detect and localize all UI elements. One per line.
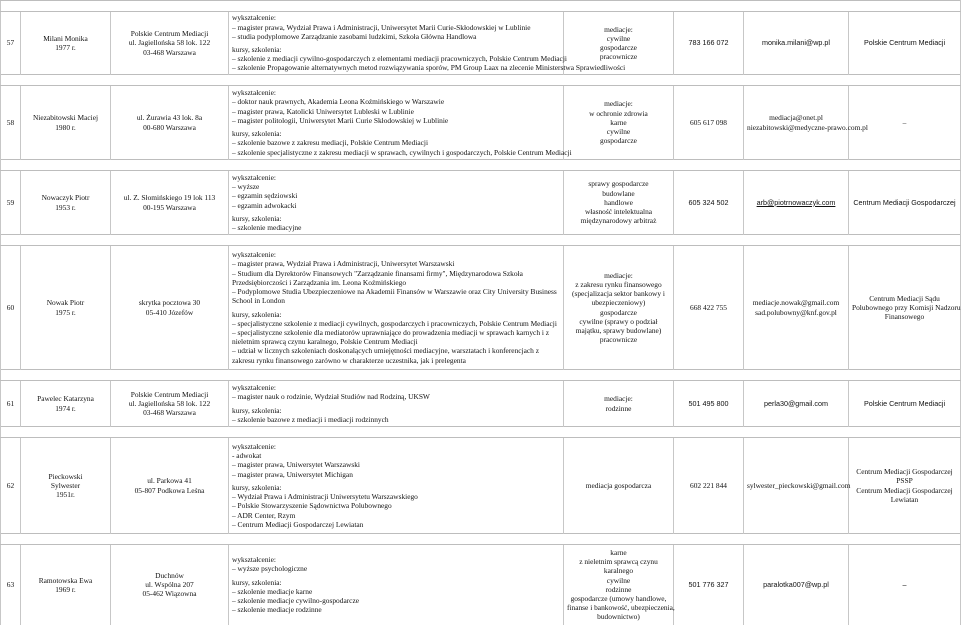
- courses-heading: kursy, szkolenia:: [232, 577, 282, 587]
- name-line: Nowaczyk Piotr: [41, 193, 90, 203]
- spec-line: w ochronie zdrowia: [589, 108, 648, 118]
- address-line: 03-468 Warszawa: [143, 408, 196, 418]
- email-cell: [744, 246, 849, 370]
- specializations: [564, 438, 674, 534]
- education-line: – magister prawa, Katolicki Uniwersytet Lubleski w Lublinie: [232, 106, 414, 116]
- email-link[interactable]: perla30@gmail.com: [763, 398, 829, 408]
- birth-year: 1975 r.: [55, 307, 76, 317]
- phone-number: 602 221 844: [674, 438, 744, 534]
- courses-heading: kursy, szkolenia:: [232, 309, 282, 319]
- email-link[interactable]: monika.milani@wp.pl: [761, 38, 830, 48]
- email-cell: [744, 171, 849, 235]
- spec-line: gospodarcze: [600, 43, 637, 52]
- mediator-name: [21, 171, 111, 235]
- row-number: 58: [1, 86, 21, 160]
- spec-line: sprawy gospodarcze: [588, 179, 649, 189]
- name-line: Pieckowski: [48, 471, 83, 481]
- address-line: 00-195 Warszawa: [143, 202, 196, 212]
- spec-line: międzynarodowy arbitraż: [580, 216, 657, 226]
- spec-line: z nieletnim sprawcą czynu: [579, 557, 658, 567]
- qualifications: [229, 381, 564, 427]
- name-line: Nowak Piotr: [46, 298, 85, 308]
- birth-year: 1977 r.: [55, 43, 76, 52]
- education-line: - adwokat: [232, 451, 262, 461]
- mediator-name: [21, 246, 111, 370]
- mediator-name: [21, 438, 111, 534]
- education-line: – doktor nauk prawnych, Akademia Leona Koźmińskiego w Warszawie: [232, 97, 445, 107]
- name-line: Ramotowska Ewa: [38, 575, 93, 585]
- course-line: – szkolenie mediacyjne: [232, 222, 302, 232]
- birth-year: 1969 r.: [55, 584, 76, 594]
- name-line: Niezabitowski Maciej: [32, 113, 99, 123]
- org-line: Finansowego: [884, 312, 925, 322]
- mediator-name: [21, 86, 111, 160]
- spec-line: pracownicze: [599, 335, 638, 345]
- row-separator: [1, 534, 961, 545]
- birth-year: 1951r.: [56, 490, 75, 500]
- birth-year: 1953 r.: [55, 202, 76, 212]
- spec-line: handlowe: [604, 197, 633, 207]
- address-line: 05-410 Józefów: [145, 307, 194, 317]
- spec-line: mediacje:: [604, 24, 633, 34]
- address-line: Polskie Centrum Mediacji: [130, 389, 209, 399]
- address-line: ul. Jagiellońska 58 lok. 122: [128, 398, 211, 408]
- spec-line: gospodarcze: [600, 307, 637, 317]
- org-line: PSSP: [896, 476, 913, 486]
- spec-line: rodzinne: [605, 403, 632, 413]
- spec-line: cywilne: [606, 575, 631, 585]
- spec-line: karne: [610, 547, 627, 557]
- phone-number: 501 776 327: [674, 545, 744, 625]
- email-link[interactable]: mediacja@onet.pl: [769, 113, 823, 123]
- qualifications: [229, 171, 564, 235]
- row-separator: [1, 75, 961, 86]
- table-row: [1, 438, 961, 534]
- phone-number: 668 422 755: [674, 246, 744, 370]
- row-separator: [1, 160, 961, 171]
- name-line: Pawelec Katarzyna: [37, 394, 94, 404]
- courses-heading: kursy, szkolenia:: [232, 129, 282, 139]
- education-heading: wykształcenie:: [232, 383, 276, 393]
- qualifications: [229, 438, 564, 534]
- spec-line: budownictwo): [597, 612, 640, 622]
- spec-line: karne: [610, 117, 627, 127]
- course-line: – szkolenie bazowe z mediacji i mediacji rodzinnych: [232, 414, 389, 424]
- org-line: Centrum Mediacji Gospodarczej: [856, 485, 953, 495]
- email-cell: [744, 545, 849, 625]
- org-line: Centrum Mediacji Gospodarczej: [856, 467, 953, 477]
- org-line: –: [902, 117, 907, 127]
- education-line: – wyższe psychologiczne: [232, 564, 308, 574]
- mediator-address: [111, 381, 229, 427]
- table-row: [1, 381, 961, 427]
- specializations: [564, 86, 674, 160]
- spec-line: cywilne (sprawy o podział majątku, sprawy budowlane): [575, 316, 662, 335]
- education-line: – magister prawa, Wydział Prawa i Administracji, Uniwersytet Warszawski: [232, 259, 455, 269]
- spec-line: (specjalizacja sektor bankowy i ubezpieczeniowy): [572, 289, 665, 308]
- education-line: – Podyplomowe Studia Ubezpieczeniowe na Akademii Finansów w Warszawie oraz City University Business School in London: [232, 287, 557, 306]
- org-line: Centrum Mediacji Gospodarczej: [853, 197, 956, 207]
- org-line: Lewiatan: [890, 494, 919, 504]
- row-number: 59: [1, 171, 21, 235]
- specializations: [564, 246, 674, 370]
- table-row: [1, 246, 961, 370]
- row-separator: [1, 427, 961, 438]
- birth-year: 1980 r.: [55, 122, 76, 132]
- mediator-address: [111, 545, 229, 625]
- spec-line: z zakresu rynku finansowego: [575, 279, 662, 289]
- row-number: 62: [1, 438, 21, 534]
- education-line: – magister politologii, Uniwersytet Marii Curie Skłodowskiej w Lublinie: [232, 115, 449, 125]
- organization: [849, 381, 961, 427]
- address-line: 03-468 Warszawa: [143, 47, 196, 57]
- spec-line: cywilne: [606, 127, 631, 137]
- table-row: [1, 12, 961, 75]
- course-line: – ADR Center, Rzym: [232, 510, 296, 520]
- mediator-name: [21, 12, 111, 75]
- address-line: Polskie Centrum Mediacji: [130, 29, 209, 39]
- spec-line: pracownicze: [599, 52, 638, 62]
- course-line: – udział w licznych szkoleniach doskonalących umiejętności mediacyjne, warsztatach i konferencjach z zakresu rynku finansowego zarówno w charakterze uczestnika, jak i prelegenta: [232, 346, 539, 365]
- address-line: ul. Z. Słomińskiego 19 lok 113: [123, 193, 216, 203]
- course-line: – Wydział Prawa i Administracji Uniwersytetu Warszawskiego: [232, 492, 418, 502]
- course-line: – szkolenie specjalistyczne z zakresu mediacji w sprawach, cywilnych i gospodarczych, Polskie Centrum Mediacji: [232, 147, 572, 157]
- education-line: – egzamin adwokacki: [232, 200, 297, 210]
- course-line: – Centrum Mediacji Gospodarczej Lewiatan: [232, 519, 364, 529]
- organization: [849, 438, 961, 534]
- education-line: – magister prawa, Uniwersytet Warszawski: [232, 460, 360, 470]
- qualifications: [229, 86, 572, 160]
- spec-line: własność intelektualna: [584, 207, 653, 217]
- address-line: ul. Wspólna 207: [145, 580, 194, 590]
- course-line: – szkolenie bazowe z zakresu mediacji, Polskie Centrum Mediacji: [232, 138, 428, 148]
- row-number: 60: [1, 246, 21, 370]
- course-line: – specjalistyczne szkolenie z mediacji cywilnych, gospodarczych i pracowniczych, Polskie Centrum Mediacji: [232, 318, 557, 328]
- email-link[interactable]: paralotka007@wp.pl: [763, 580, 829, 590]
- spec-line: mediacja gospodarcza: [585, 480, 652, 490]
- course-line: – szkolenie Propagowanie alternatywnych metod rozwiązywania sporów, PM Group Laax na zlecenie Ministerstwa Sprawiedliwości: [232, 63, 626, 73]
- spec-line: budowlane: [602, 188, 635, 198]
- education-heading: wykształcenie:: [232, 13, 276, 23]
- spec-line: gospodarcze (umowy handlowe,: [570, 593, 667, 603]
- education-line: – magister prawa, Wydział Prawa i Administracji, Uniwersytet Marii Curie-Skłodowskiej w Lublinie: [232, 22, 531, 32]
- org-line: Polskie Centrum Mediacji: [863, 398, 946, 408]
- education-line: – Studium dla Dyrektorów Finansowych "Zarządzanie finansami firmy", Międzynarodowa Szkoła Przedsiębiorczości i Zarządzania im. Leona Koźmińskiego: [232, 268, 523, 287]
- organization: [849, 246, 961, 370]
- phone-number: 501 495 800: [674, 381, 744, 427]
- mediator-address: [111, 86, 229, 160]
- spec-line: mediacje:: [604, 99, 633, 109]
- education-heading: wykształcenie:: [232, 172, 276, 182]
- organization: [849, 12, 961, 75]
- education-line: – egzamin sędziowski: [232, 191, 298, 201]
- org-line: Polskie Centrum Mediacji: [863, 38, 946, 48]
- address-line: ul. Parkowa 41: [147, 476, 192, 486]
- email-link[interactable]: niezabitowski@medyczne-prawo.com.pl: [747, 122, 868, 132]
- email-link[interactable]: mediacje.nowak@gmail.com: [752, 298, 840, 308]
- org-line: Centrum Mediacji Sądu: [869, 293, 940, 303]
- email-link[interactable]: sad.polubowny@knf.gov.pl: [755, 307, 837, 317]
- email-cell: [744, 438, 849, 534]
- row-number: 61: [1, 381, 21, 427]
- course-line: – szkolenie mediacje cywilno-gospodarcze: [232, 595, 360, 605]
- course-line: – szkolenie z mediacji cywilno-gospodarczych z elementami mediacji pracowniczych, Polskie Centrum Mediacji: [232, 54, 567, 64]
- name-line: Sylwester: [50, 480, 81, 490]
- name-line: Milani Monika: [43, 33, 88, 43]
- address-line: skrytka pocztowa 30: [138, 298, 201, 308]
- phone-number: 783 166 072: [674, 12, 744, 75]
- education-heading: wykształcenie:: [232, 555, 276, 565]
- table-row: [1, 545, 961, 625]
- birth-year: 1974 r.: [55, 403, 76, 413]
- courses-heading: kursy, szkolenia:: [232, 45, 282, 54]
- email-link[interactable]: sylwester_pieckowski@gmail.com: [747, 480, 851, 490]
- spec-line: mediacje:: [604, 394, 633, 404]
- education-line: – wyższe: [232, 182, 260, 192]
- specializations: [564, 545, 674, 625]
- mediator-name: [21, 381, 111, 427]
- row-separator: [1, 370, 961, 381]
- address-line: ul. Jagiellońska 58 lok. 122: [128, 38, 211, 48]
- email-link[interactable]: arb@piotrnowaczyk.com: [756, 197, 836, 207]
- mediator-address: [111, 171, 229, 235]
- courses-heading: kursy, szkolenia:: [232, 213, 282, 223]
- address-line: 05-462 Wiązowna: [142, 589, 197, 599]
- spec-line: rodzinne: [605, 584, 632, 594]
- organization: [849, 171, 961, 235]
- course-line: – szkolenie mediacje karne: [232, 586, 313, 596]
- table-row: [1, 86, 961, 160]
- address-line: 05-807 Podkowa Leśna: [134, 485, 205, 495]
- org-line: Polubownego przy Komisji Nadzoru: [852, 302, 961, 312]
- education-line: – magister nauk o rodzinie, Wydział Studiów nad Rodziną, UKSW: [232, 392, 430, 402]
- qualifications: [229, 545, 564, 625]
- qualifications: [229, 246, 564, 370]
- courses-heading: kursy, szkolenia:: [232, 405, 282, 415]
- row-separator: [1, 1, 961, 12]
- phone-number: 605 324 502: [674, 171, 744, 235]
- education-line: – studia podyplomowe Zarządzanie zasobami ludzkimi, Szkoła Główna Handlowa: [232, 31, 477, 41]
- spec-line: finanse i bankowość, ubezpieczenia,: [567, 603, 675, 613]
- course-line: – Polskie Stowarzyszenie Sądownictwa Polubownego: [232, 501, 392, 511]
- table-row: [1, 171, 961, 235]
- specializations: [564, 171, 674, 235]
- organization: [849, 545, 961, 625]
- email-cell: [744, 381, 849, 427]
- row-number: 63: [1, 545, 21, 625]
- phone-number: 605 617 098: [674, 86, 744, 160]
- row-separator: [1, 235, 961, 246]
- education-line: – magister prawa, Uniwersytet Michigan: [232, 469, 353, 479]
- mediator-address: [111, 246, 229, 370]
- education-heading: wykształcenie:: [232, 442, 276, 452]
- spec-line: cywilne: [606, 33, 631, 43]
- education-heading: wykształcenie:: [232, 88, 276, 98]
- spec-line: mediacje:: [604, 270, 633, 280]
- mediator-address: [111, 12, 229, 75]
- courses-heading: kursy, szkolenia:: [232, 482, 282, 492]
- row-number: 57: [1, 12, 21, 75]
- spec-line: gospodarcze: [600, 136, 637, 146]
- address-line: 00-680 Warszawa: [143, 122, 196, 132]
- address-line: Duchnów: [155, 570, 184, 580]
- email-cell: [744, 86, 868, 160]
- mediator-address: [111, 438, 229, 534]
- spec-line: karalnego: [603, 566, 634, 576]
- email-cell: [744, 12, 849, 75]
- specializations: [564, 381, 674, 427]
- address-line: ul. Żurawia 43 lok. 8a: [136, 113, 203, 123]
- course-line: – specjalistyczne szkolenie dla mediatorów uprawniające do prowadzenia mediacji w sprawach karnych i z nieletnim sprawcą czynu karalnego, Polskie Centrum Mediacji: [232, 327, 550, 347]
- org-line: –: [902, 580, 907, 590]
- education-heading: wykształcenie:: [232, 250, 276, 260]
- course-line: – szkolenie mediacje rodzinne: [232, 605, 322, 615]
- mediator-name: [21, 545, 111, 625]
